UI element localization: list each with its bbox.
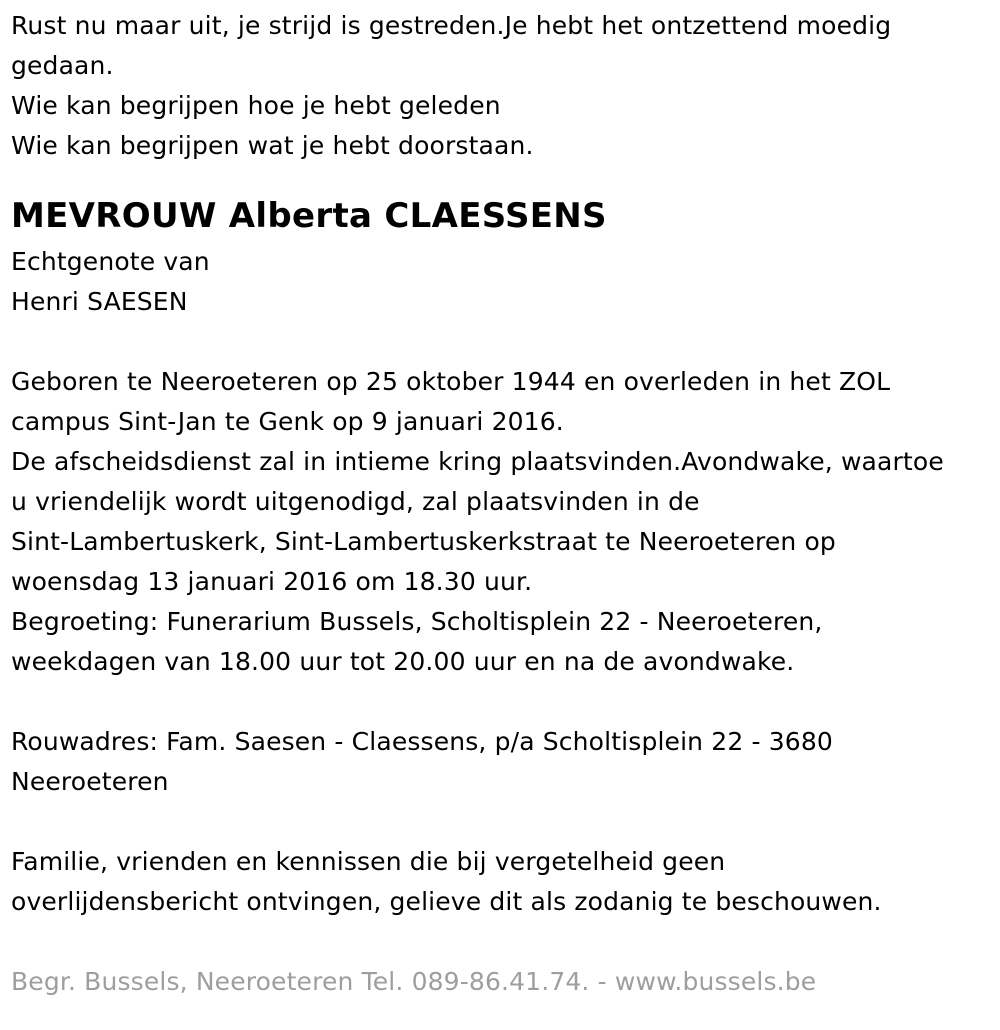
spacer — [11, 682, 1000, 722]
address-section — [11, 722, 1000, 802]
address-line: Neeroeteren — [11, 767, 169, 796]
poem-line: gedaan. — [11, 51, 114, 80]
announcement-line: Geboren te Neeroeteren op 25 oktober 1944 en overleden in het ZOL — [11, 367, 891, 396]
announcement-section — [11, 362, 1000, 682]
spacer — [11, 922, 1000, 962]
spacer — [11, 802, 1000, 842]
notice-line: Familie, vrienden en kennissen die bij vergetelheid geen — [11, 847, 726, 876]
spacer — [11, 166, 1000, 190]
poem-section — [11, 6, 1000, 166]
spacer — [11, 322, 1000, 362]
poem-line: Wie kan begrijpen hoe je hebt geleden — [11, 91, 501, 120]
announcement-line: Sint-Lambertuskerk, Sint-Lambertuskerkstraat te Neeroeteren op — [11, 527, 836, 556]
address-line: Rouwadres: Fam. Saesen - Claessens, p/a Scholtisplein 22 - 3680 — [11, 727, 833, 756]
notice-line: overlijdensbericht ontvingen, gelieve dit als zodanig te beschouwen. — [11, 887, 882, 916]
announcement-line: weekdagen van 18.00 uur tot 20.00 uur en na de avondwake. — [11, 647, 795, 676]
deceased-section — [11, 190, 1000, 322]
funeral-home-footer: Begr. Bussels, Neeroeteren Tel. 089-86.41.74. - www.bussels.be — [11, 967, 817, 996]
poem-line: Wie kan begrijpen wat je hebt doorstaan. — [11, 131, 534, 160]
announcement-line: campus Sint-Jan te Genk op 9 januari 2016. — [11, 407, 564, 436]
poem-line: Rust nu maar uit, je strijd is gestreden.Je hebt het ontzettend moedig — [11, 11, 892, 40]
relation-text: Echtgenote van — [11, 247, 210, 276]
announcement-line: u vriendelijk wordt uitgenodigd, zal plaatsvinden in de — [11, 487, 700, 516]
notice-section — [11, 842, 1000, 922]
deceased-name: MEVROUW Alberta CLAESSENS — [11, 196, 607, 236]
announcement-line: De afscheidsdienst zal in intieme kring plaatsvinden.Avondwake, waartoe — [11, 447, 944, 476]
announcement-line: woensdag 13 januari 2016 om 18.30 uur. — [11, 567, 533, 596]
spouse-name: Henri SAESEN — [11, 287, 188, 316]
announcement-line: Begroeting: Funerarium Bussels, Scholtisplein 22 - Neeroeteren, — [11, 607, 823, 636]
